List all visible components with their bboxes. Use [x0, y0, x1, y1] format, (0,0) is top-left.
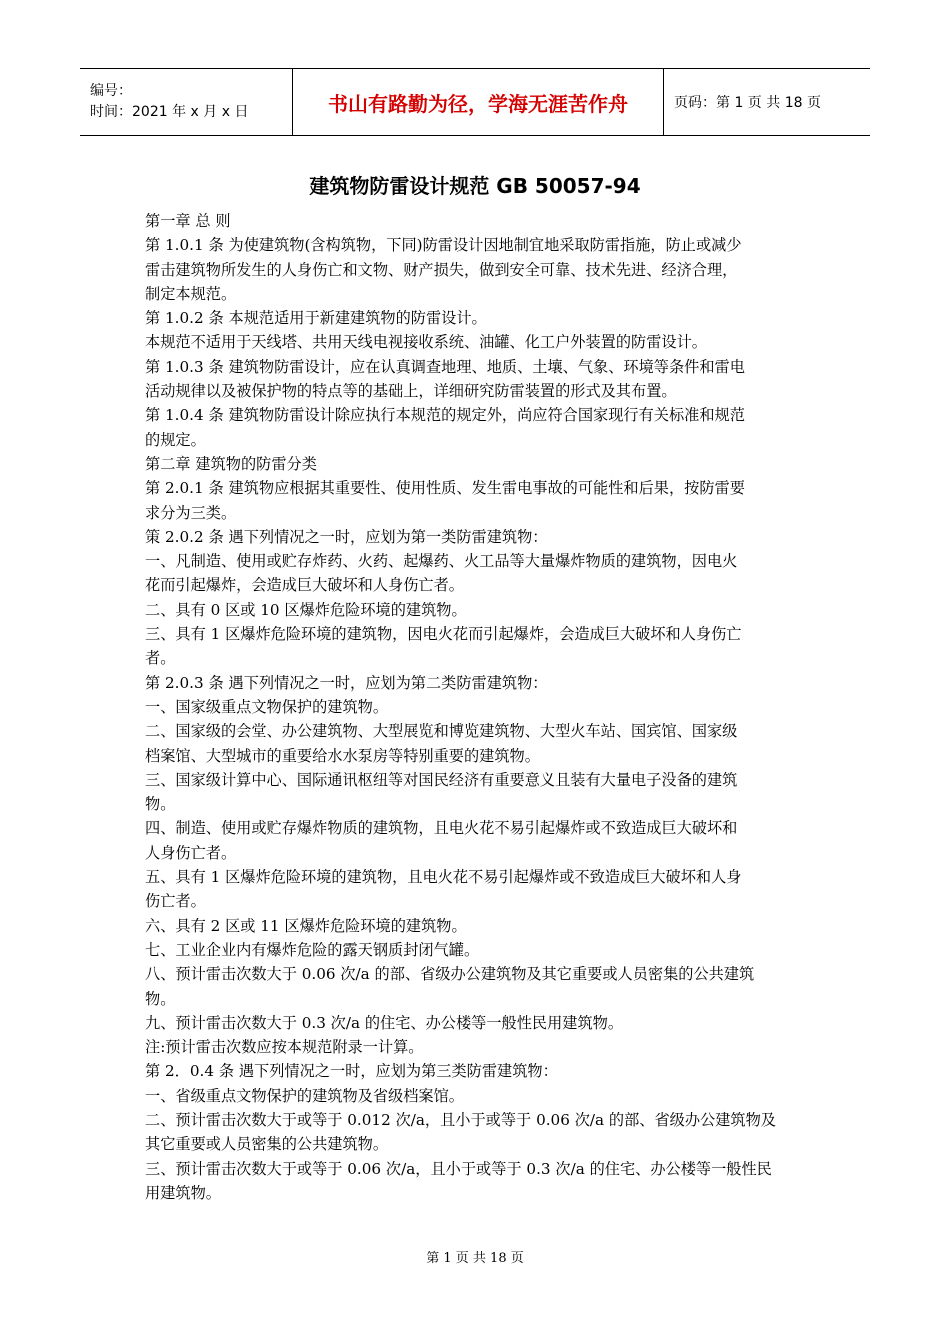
page-footer: 第 1 页 共 18 页	[426, 1251, 524, 1266]
body-line: 第 1.0.3 条 建筑物防雷设计，应在认真调查地理、地质、土壤、气象、环境等条件和雷电	[145, 357, 745, 376]
document-body	[145, 209, 810, 1205]
body-line: 物。	[145, 795, 176, 814]
body-line: 求分为三类。	[145, 503, 237, 522]
body-line: 第 1.0.1 条 为使建筑物(含构筑物，下同)防雷设计因地制宜地采取防雷指施，防止或减少	[145, 236, 742, 255]
header-table	[80, 68, 870, 136]
body-line: 六、具有 2 区或 11 区爆炸危险环境的建筑物。	[145, 916, 467, 935]
body-line: 三、国家级计算中心、国际通讯枢纽等对国民经济有重要意义且装有大量电子没备的建筑	[145, 770, 738, 789]
doc-number-label: 编号：	[90, 83, 132, 99]
body-line: 档案馆、大型城市的重要给水水泵房等特别重要的建筑物。	[145, 746, 540, 765]
body-line: 用建筑物。	[145, 1183, 221, 1202]
body-line: 第 2.0.3 条 遇下列情况之一时，应划为第二类防雷建筑物：	[145, 673, 548, 692]
body-line: 人身伤亡者。	[145, 843, 237, 862]
body-line: 其它重要或人员密集的公共建筑物。	[145, 1135, 388, 1154]
body-line: 七、工业企业内有爆炸危险的露天钢质封闭气罐。	[145, 940, 480, 959]
body-line: 第二章 建筑物的防雷分类	[145, 454, 317, 473]
body-line: 活动规律以及被保护物的特点等的基础上，详细研究防雷装置的形式及其布置。	[145, 382, 677, 401]
body-line: 第 1.0.2 条 本规范适用于新建建筑物的防雷设计。	[145, 309, 487, 328]
body-line: 四、制造、使用或贮存爆炸物质的建筑物，且电火花不易引起爆炸或不致造成巨大破坏和	[145, 819, 738, 838]
body-line: 者。	[145, 649, 176, 668]
body-line: 二、预计雷击次数大于或等于 0.012 次/a，且小于或等于 0.06 次/a 的部、省级办公建筑物及	[145, 1110, 776, 1129]
header-motto: 书山有路勤为径，学海无涯苦作舟	[293, 69, 664, 136]
body-line: 一、省级重点文物保护的建筑物及省级档案馆。	[145, 1086, 464, 1105]
body-line: 伤亡者。	[145, 892, 206, 911]
doc-date-label: 时间：2021 年 x 月 x 日	[90, 104, 249, 120]
body-line: 八、预计雷击次数大于 0.06 次/a 的部、省级办公建筑物及其它重要或人员密集的公共建筑	[145, 965, 755, 984]
body-line: 注:预计雷击次数应按本规范附录一计算。	[145, 1038, 424, 1057]
body-line: 的规定。	[145, 430, 206, 449]
body-line: 第 1.0.4 条 建筑物防雷设计除应执行本规范的规定外，尚应符合国家现行有关标准和规范	[145, 406, 745, 425]
body-line: 三、预计雷击次数大于或等于 0.06 次/a，且小于或等于 0.3 次/a 的住宅、办公楼等一般性民	[145, 1159, 772, 1178]
body-line: 三、具有 1 区爆炸危险环境的建筑物，因电火花而引起爆炸，会造成巨大破坏和人身伤亡	[145, 625, 742, 644]
body-line: 五、具有 1 区爆炸危险环境的建筑物，且电火花不易引起爆炸或不致造成巨大破坏和人身	[145, 868, 742, 887]
body-line: 第 2．0.4 条 遇下列情况之一时，应划为第三类防雷建筑物：	[145, 1062, 558, 1081]
body-line: 策 2.0.2 条 遇下列情况之一时，应划为第一类防雷建筑物：	[145, 527, 548, 546]
body-line: 本规范不适用于天线塔、共用天线电视接收系统、油罐、化工户外装置的防雷设计。	[145, 333, 707, 352]
header-info-cell	[80, 69, 293, 136]
body-line: 制定本规范。	[145, 284, 237, 303]
body-line: 二、具有 0 区或 10 区爆炸危险环境的建筑物。	[145, 600, 467, 619]
body-line: 物。	[145, 989, 176, 1008]
body-line: 一、凡制造、使用或贮存炸药、火药、起爆药、火工品等大量爆炸物质的建筑物，因电火	[145, 552, 738, 571]
header-page-label: 页码：第 1 页 共 18 页	[664, 69, 871, 136]
body-line: 九、预计雷击次数大于 0.3 次/a 的住宅、办公楼等一般性民用建筑物。	[145, 1013, 624, 1032]
body-line: 第 2.0.1 条 建筑物应根据其重要性、使用性质、发生雷电事故的可能性和后果，按防雷要	[145, 479, 745, 498]
document-title: 建筑物防雷设计规范 GB 50057-94	[309, 174, 641, 198]
body-line: 雷击建筑物所发生的人身伤亡和文物、财产损失，做到安全可靠、技术先进、经济合理，	[145, 260, 738, 279]
body-line: 二、国家级的会堂、办公建筑物、大型展览和博览建筑物、大型火车站、国宾馆、国家级	[145, 722, 738, 741]
body-line: 花而引起爆炸，会造成巨大破坏和人身伤亡者。	[145, 576, 464, 595]
body-line: 第一章 总 则	[145, 212, 231, 230]
body-line: 一、国家级重点文物保护的建筑物。	[145, 697, 388, 716]
